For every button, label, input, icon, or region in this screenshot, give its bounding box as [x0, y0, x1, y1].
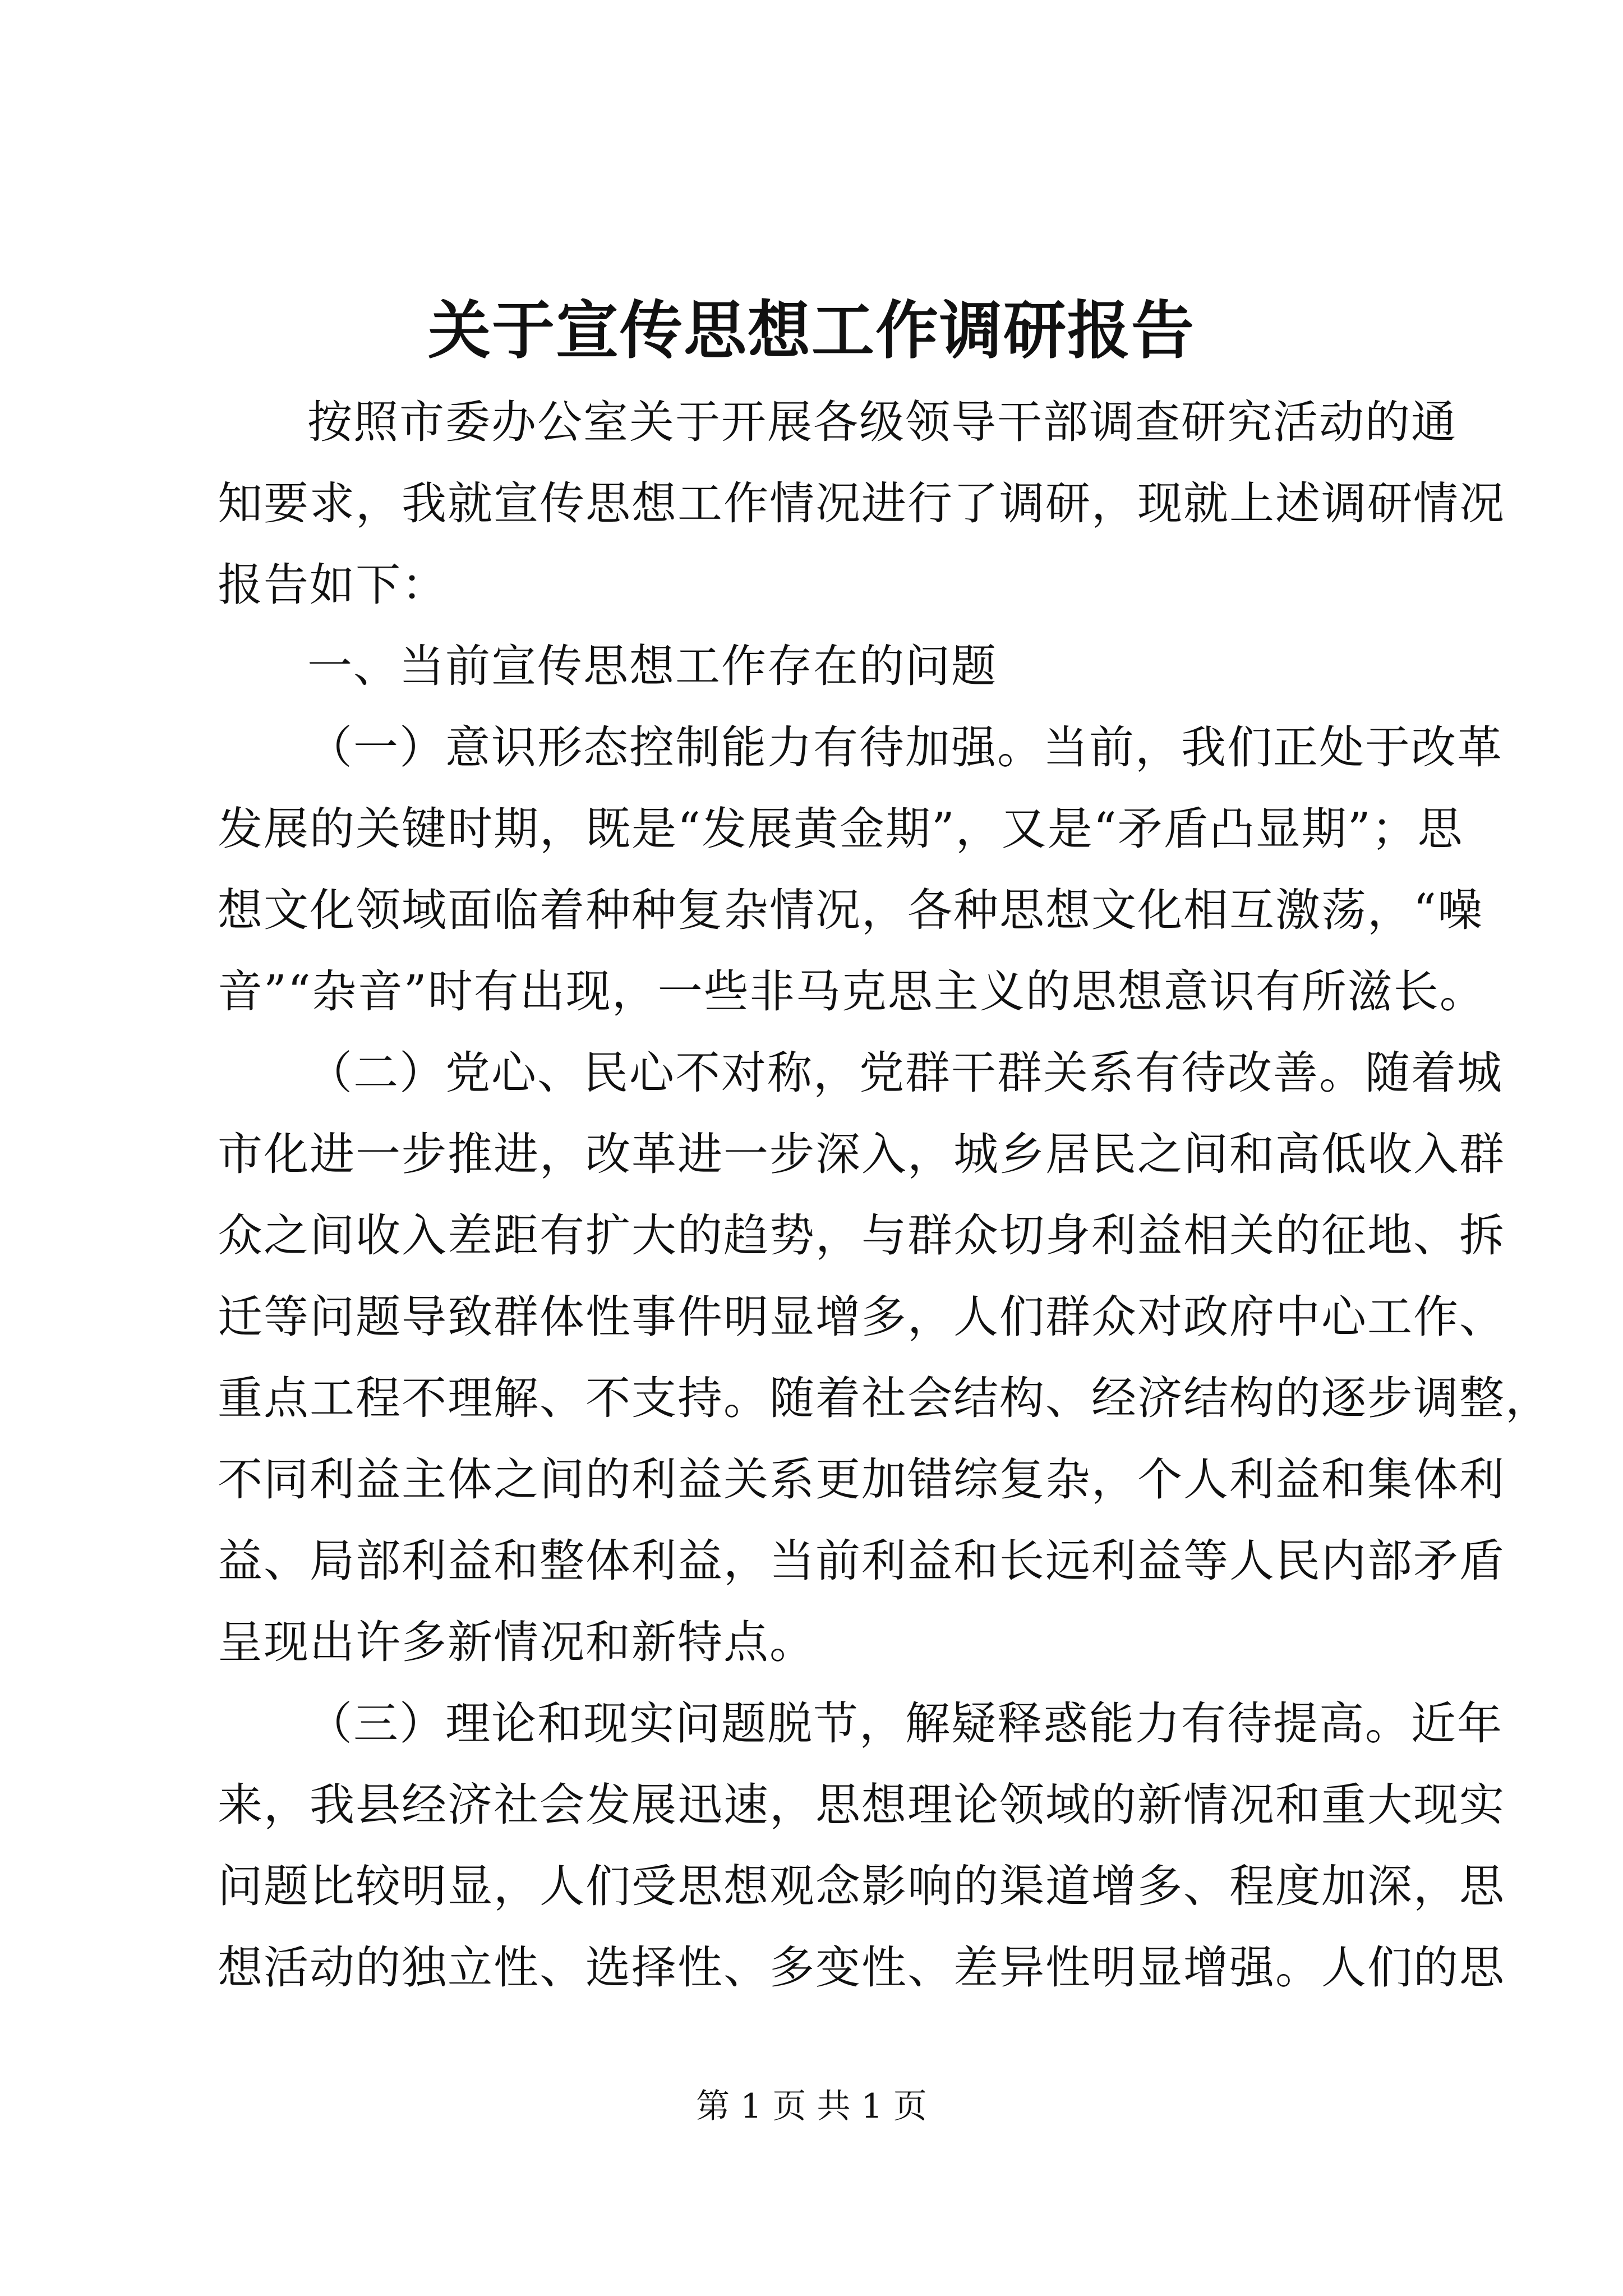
- paragraph-line: 问题比较明显，人们受思想观念影响的渠道增多、程度加深，思: [218, 1860, 1505, 1912]
- paragraph-line: 知要求，我就宣传思想工作情况进行了调研，现就上述调研情况: [218, 477, 1505, 530]
- page-number-footer: 第 1 页 共 1 页: [696, 2087, 927, 2126]
- paragraph-line: 报告如下：: [218, 559, 448, 611]
- section-heading: 一、当前宣传思想工作存在的问题: [307, 640, 997, 692]
- paragraph-line: 想文化领域面临着种种复杂情况，各种思想文化相互激荡，“噪: [218, 884, 1483, 936]
- paragraph-line: 迁等问题导致群体性事件明显增多，人们群众对政府中心工作、: [218, 1291, 1505, 1343]
- paragraph-line: 音”“杂音”时有出现，一些非马克思主义的思想意识有所滋长。: [218, 965, 1486, 1018]
- paragraph-line: （一）意识形态控制能力有待加强。当前，我们正处于改革: [307, 721, 1503, 774]
- paragraph-line: 不同利益主体之间的利益关系更加错综复杂，个人利益和集体利: [218, 1453, 1505, 1506]
- paragraph-line: 市化进一步推进，改革进一步深入，城乡居民之间和高低收入群: [218, 1128, 1505, 1180]
- paragraph-line: 发展的关键时期，既是“发展黄金期”，又是“矛盾凸显期”；思: [218, 803, 1464, 855]
- paragraph-line: （二）党心、民心不对称，党群干群关系有待改善。随着城: [307, 1047, 1503, 1099]
- paragraph-line: 想活动的独立性、选择性、多变性、差异性明显增强。人们的思: [218, 1941, 1505, 1994]
- document-title: 关于宣传思想工作调研报告: [428, 294, 1195, 367]
- document-body: [218, 381, 1551, 2008]
- paragraph-line: 呈现出许多新情况和新特点。: [218, 1616, 815, 1668]
- paragraph-line: 按照市委办公室关于开展各级领导干部调查研究活动的通: [307, 396, 1457, 448]
- paragraph-line: 重点工程不理解、不支持。随着社会结构、经济结构的逐步调整，: [218, 1372, 1551, 1424]
- paragraph-line: 众之间收入差距有扩大的趋势，与群众切身利益相关的征地、拆: [218, 1209, 1505, 1262]
- paragraph-line: 来，我县经济社会发展迅速，思想理论领域的新情况和重大现实: [218, 1779, 1505, 1831]
- paragraph-line: 益、局部利益和整体利益，当前利益和长远利益等人民内部矛盾: [218, 1535, 1505, 1587]
- paragraph-line: （三）理论和现实问题脱节，解疑释惑能力有待提高。近年: [307, 1697, 1503, 1750]
